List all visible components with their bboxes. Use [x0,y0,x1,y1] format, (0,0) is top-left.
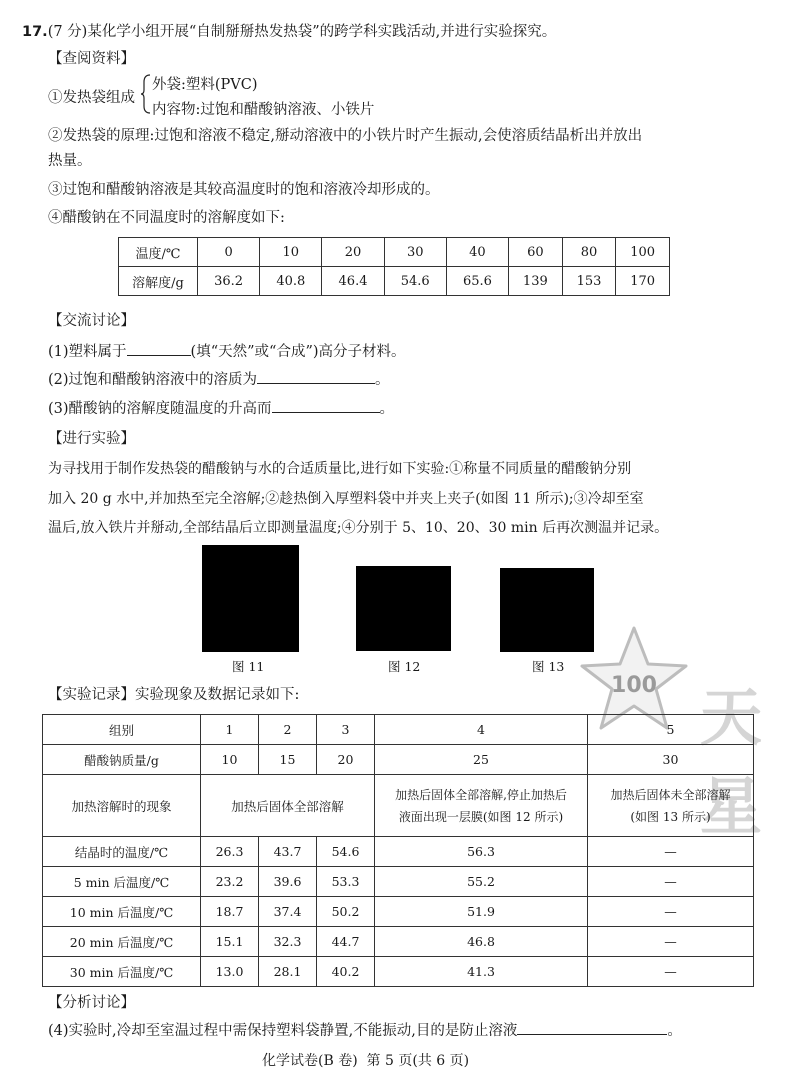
table-cell: 80 [562,238,616,267]
table-cell: 10 [260,238,322,267]
table-cell: 44.7 [317,927,375,957]
table-row-label: 加热溶解时的现象 [43,775,201,837]
table-cell: 0 [198,238,260,267]
q4-text-a: (4)实验时,冷却至室温过程中需保持塑料袋静置,不能振动,目的是防止溶液 [48,1023,518,1039]
section-analysis: 【分析讨论】 [48,995,135,1011]
section-experiment: 【进行实验】 [48,431,135,447]
table-row-label: 醋酸钠质量/g [43,745,201,775]
q4-answer-blank[interactable] [517,1020,667,1035]
record-row-temp-5 [43,867,754,897]
info-item2-line1: ②发热袋的原理:过饱和溶液不稳定,掰动溶液中的小铁片时产生振动,会使溶质结晶析出并放出 [48,128,643,144]
table-cell: 28.1 [259,957,317,987]
table-cell: 15.1 [201,927,259,957]
table-cell: 153 [562,267,616,296]
solubility-row-temp [119,238,670,267]
table-cell: 170 [616,267,670,296]
record-row-temp-20 [43,927,754,957]
table-cell: — [588,867,754,897]
table-row-label: 温度/℃ [119,238,198,267]
info-item1-label: ①发热袋组成 [48,90,135,106]
table-cell: 40.8 [260,267,322,296]
table-row-label: 10 min 后温度/℃ [43,897,201,927]
table-cell: 40.2 [317,957,375,987]
experiment-line2: 加入 20 g 水中,并加热至完全溶解;②趁热倒入厚塑料袋中并夹上夹子(如图 11 所示);③冷却至室 [48,491,644,507]
table-cell: — [588,897,754,927]
discussion-q3 [48,397,394,418]
table-cell: 56.3 [375,837,588,867]
table-cell: 3 [317,715,375,745]
discussion-q1 [48,340,406,361]
question-number: 17. [22,24,48,40]
record-row-mass [43,745,754,775]
table-row-label: 30 min 后温度/℃ [43,957,201,987]
table-cell: 5 [588,715,754,745]
table-row-label: 溶解度/g [119,267,198,296]
table-cell: 32.3 [259,927,317,957]
table-cell: 51.9 [375,897,588,927]
table-cell: 54.6 [317,837,375,867]
table-cell: 15 [259,745,317,775]
table-cell: 55.2 [375,867,588,897]
record-head: 【实验记录】 [48,687,135,703]
table-cell: 4 [375,715,588,745]
stamp-text: 100 [611,673,657,698]
solubility-table [118,237,670,296]
phen-5-line2: (如图 13 所示) [630,809,711,824]
solubility-row-values [119,267,670,296]
table-cell: 65.6 [446,267,508,296]
info-item4: ④醋酸钠在不同温度时的溶解度如下: [48,210,285,226]
info-item3: ③过饱和醋酸钠溶液是其较高温度时的饱和溶液冷却形成的。 [48,182,440,198]
table-cell: 50.2 [317,897,375,927]
q2-text-b: 。 [375,372,390,388]
info-item1-outer: 外袋:塑料(PVC) [152,77,258,93]
q4-text-b: 。 [667,1023,682,1039]
record-row-phenomenon [43,775,754,837]
question-header [22,20,556,41]
phen-5-line1: 加热后固体未全部溶解 [610,787,731,802]
analysis-q4 [48,1019,682,1040]
table-cell: 25 [375,745,588,775]
figure-11-caption: 图 11 [232,659,265,674]
record-row-temp-0 [43,837,754,867]
record-row-temp-30 [43,957,754,987]
table-cell [375,775,588,837]
table-cell: 54.6 [384,267,446,296]
experiment-line1: 为寻找用于制作发热袋的醋酸钠与水的合适质量比,进行如下实验:①称量不同质量的醋酸钠分别 [48,461,632,477]
table-cell: 36.2 [198,267,260,296]
table-cell: 20 [322,238,384,267]
discussion-q2 [48,368,390,389]
table-cell: 18.7 [201,897,259,927]
table-cell: 60 [509,238,563,267]
figure-12-caption: 图 12 [388,659,421,674]
table-cell: 30 [588,745,754,775]
table-cell: — [588,927,754,957]
table-cell: 139 [509,267,563,296]
table-row-label: 5 min 后温度/℃ [43,867,201,897]
q3-text-a: (3)醋酸钠的溶解度随温度的升高而 [48,401,272,417]
figure-12-image [356,566,451,651]
page-footer: 化学试卷(B 卷) 第 5 页(共 6 页) [262,1053,470,1069]
table-cell: 39.6 [259,867,317,897]
table-cell: 46.4 [322,267,384,296]
table-cell: — [588,957,754,987]
record-row-group [43,715,754,745]
table-cell: 37.4 [259,897,317,927]
table-cell: 13.0 [201,957,259,987]
q2-answer-blank[interactable] [257,369,375,384]
table-cell: 20 [317,745,375,775]
section-discuss: 【交流讨论】 [48,313,135,329]
figure-13-caption: 图 13 [532,659,565,674]
table-cell: — [588,837,754,867]
table-cell: 43.7 [259,837,317,867]
table-cell: 1 [201,715,259,745]
q1-text-a: (1)塑料属于 [48,344,127,360]
brace-icon [141,74,151,114]
table-cell: 53.3 [317,867,375,897]
info-item1-inner: 内容物:过饱和醋酸钠溶液、小铁片 [152,102,375,118]
q3-answer-blank[interactable] [272,398,380,413]
table-cell: 23.2 [201,867,259,897]
phen-4-line1: 加热后固体全部溶解,停止加热后 [395,787,567,802]
table-row-label: 结晶时的温度/℃ [43,837,201,867]
q1-answer-blank[interactable] [127,341,191,356]
table-cell: 26.3 [201,837,259,867]
q3-text-b: 。 [379,401,395,417]
info-item2-line2: 热量。 [48,153,92,169]
experiment-line3: 温后,放入铁片并掰动,全部结晶后立即测量温度;④分别于 5、10、20、30 min 后再次测温并记录。 [48,520,669,536]
figure-11-image [202,545,299,652]
watermark-brand: 天星 [700,681,769,843]
record-row-temp-10 [43,897,754,927]
table-row-label: 20 min 后温度/℃ [43,927,201,957]
record-table [42,714,754,987]
table-cell: 2 [259,715,317,745]
record-text: 实验现象及数据记录如下: [135,687,300,703]
table-row-label: 组别 [43,715,201,745]
phen-4-line2: 液面出现一层膜(如图 12 所示) [398,809,564,824]
table-cell: 30 [384,238,446,267]
table-cell: 加热后固体全部溶解 [201,775,375,837]
table-cell: 100 [616,238,670,267]
table-cell: 41.3 [375,957,588,987]
section-consult: 【查阅资料】 [48,51,135,67]
table-cell: 46.8 [375,927,588,957]
table-cell: 40 [446,238,508,267]
question-title: (7 分)某化学小组开展“自制掰掰热发热袋”的跨学科实践活动,并进行实验探究。 [47,24,557,40]
q1-text-b: (填“天然”或“合成”)高分子材料。 [190,344,406,360]
q2-text-a: (2)过饱和醋酸钠溶液中的溶质为 [48,372,258,388]
section-record [48,683,299,704]
table-cell [588,775,754,837]
table-cell: 10 [201,745,259,775]
